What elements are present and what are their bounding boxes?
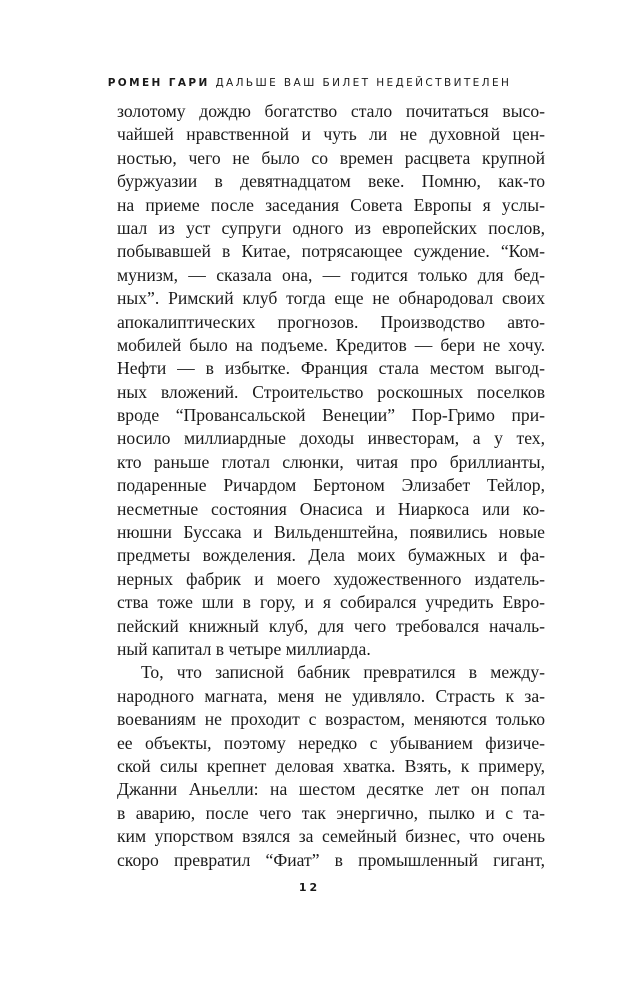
text-line: подаренные Ричардом Бертоном Элизабет Тейлор,: [117, 475, 545, 496]
text-line: шал из уст супруги одного из европейских послов,: [117, 217, 545, 238]
body-text: [117, 100, 545, 872]
text-line: ким упорством взялся за семейный бизнес, что очень: [117, 826, 545, 847]
text-line: золотому дождю богатство стало почитаться высо-: [117, 101, 545, 121]
text-line: ных вложений. Строительство роскошных поселков: [117, 381, 545, 402]
text-line: чайшей нравственной и чуть ли не духовной цен-: [117, 124, 545, 145]
text-line: мобилей было на подъеме. Кредитов — бери не хочу.: [117, 334, 545, 355]
running-head-author: РОМЕН ГАРИ: [107, 77, 210, 89]
text-line: нюшни Буссака и Вильденштейна, появились новые: [117, 522, 545, 543]
text-line: мунизм, — сказала она, — годится только для бед-: [117, 264, 545, 285]
text-line: скоро превратил “Фиат” в промышленный гигант,: [117, 849, 545, 870]
text-line: ской силы крепнет деловая хватка. Взять, к примеру,: [117, 755, 545, 776]
text-line: побывавшей в Китае, потрясающее суждение. “Ком-: [117, 241, 545, 262]
text-line: апокалиптических прогнозов. Производство авто-: [117, 311, 545, 332]
text-line: То, что записной бабник превратился в между-: [141, 662, 545, 683]
text-line: вроде “Провансальской Венеции” Пор-Гримо при-: [117, 405, 545, 426]
text-line: буржуазии в девятнадцатом веке. Помню, как-то: [117, 171, 545, 192]
text-line: носило миллиардные доходы инвесторам, а у тех,: [117, 428, 545, 449]
text-line: на приеме после заседания Совета Европы я услы-: [117, 194, 545, 215]
text-line: пейский книжный клуб, для чего требовался началь-: [117, 615, 545, 636]
text-line: ный капитал в четыре миллиарда.: [117, 638, 371, 659]
text-line: воеваниям не проходит с возрастом, меняются только: [117, 709, 545, 730]
text-line: несметные состояния Онасиса и Ниаркоса или ко-: [117, 498, 545, 519]
text-line: Джанни Аньелли: на шестом десятке лет он попал: [117, 779, 545, 800]
text-line: ных”. Римский клуб тогда еще не обнародовал своих: [117, 288, 545, 309]
text-line: ностью, чего не было со времен расцвета крупной: [117, 147, 545, 168]
running-head: [0, 77, 619, 89]
text-line: нерных фабрик и моего художественного издатель-: [117, 568, 545, 589]
text-line: в аварию, после чего так энергично, пылко и с та-: [117, 802, 545, 823]
running-head-title: ДАЛЬШЕ ВАШ БИЛЕТ НЕДЕЙСТВИТЕЛЕН: [215, 77, 512, 89]
page-number: 12: [298, 881, 321, 894]
text-line: кто раньше глотал слюнки, читая про бриллианты,: [117, 451, 545, 472]
text-line: ее объекты, поэтому нередко с убыванием физиче-: [117, 732, 545, 753]
text-line: Нефти — в избытке. Франция стала местом выгод-: [117, 358, 545, 379]
text-line: предметы вожделения. Дела моих бумажных и фа-: [117, 545, 545, 566]
text-line: ства тоже шли в гору, и я собирался учредить Евро-: [117, 592, 545, 613]
text-line: народного магната, меня не удивляло. Страсть к за-: [117, 685, 545, 706]
